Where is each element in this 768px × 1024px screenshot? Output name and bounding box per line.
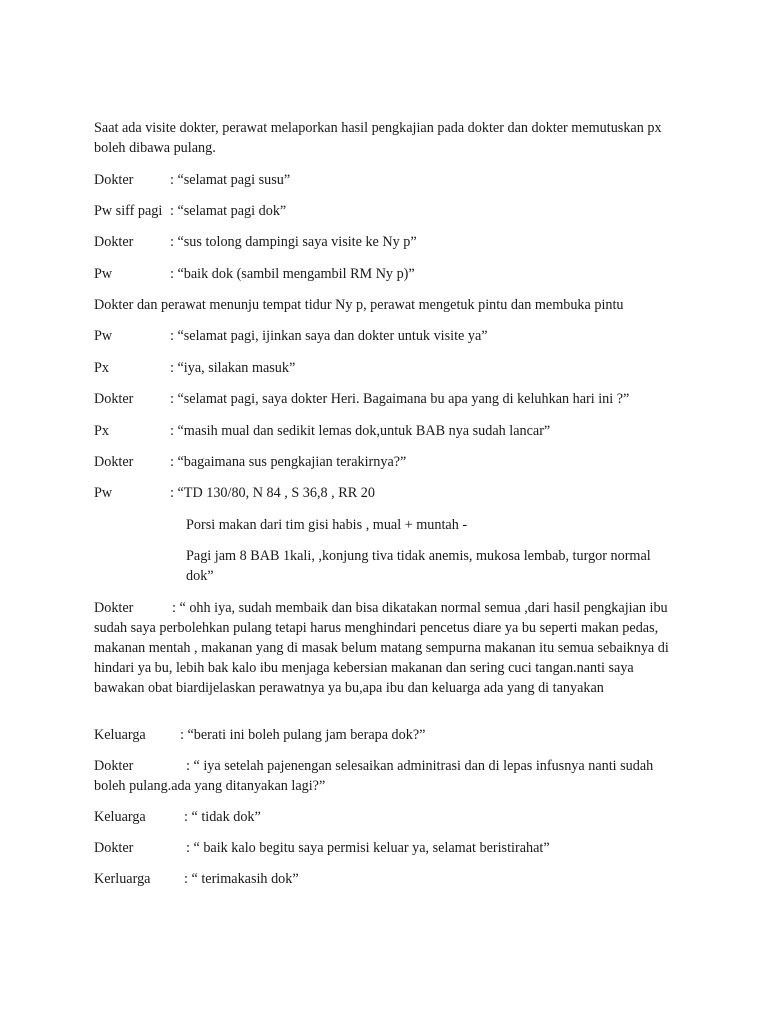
report-continuation: Porsi makan dari tim gisi habis , mual + muntah - bbox=[186, 517, 468, 533]
dialogue-text: : “TD 130/80, N 84 , S 36,8 , RR 20 bbox=[170, 485, 375, 501]
dialogue-text: : “ tidak dok” bbox=[184, 809, 261, 825]
dialogue-text: : “ baik kalo begitu saya permisi keluar ya, selamat beristirahat” bbox=[186, 840, 550, 856]
speaker-label: Px bbox=[94, 360, 109, 376]
speaker-label: Dokter bbox=[94, 172, 134, 188]
dialogue-text: : “baik dok (sambil mengambil RM Ny p)” bbox=[170, 266, 415, 282]
dialogue-text: : “ ohh iya, sudah membaik dan bisa dikatakan normal semua ,dari hasil pengkajian ibu sudah saya perbolehkan pulang tetapi harus menghindari pencetus diare ya bu seperti makan pedas, makanan mentah , makanan yang di masak belum matang sempurna makanan itu semua sebaiknya di hindari ya bu, lebih bak kalo ibu menjaga kebersian makanan dan sering cuci tangan.nanti saya bawakan obat biardijelaskan perawatnya ya bu,apa ibu dan keluarga ada yang di tanyakan bbox=[94, 600, 669, 696]
dialogue-text: : “bagaimana sus pengkajian terakirnya?” bbox=[170, 454, 407, 470]
dialogue-text: : “sus tolong dampingi saya visite ke Ny p” bbox=[170, 234, 417, 250]
dialogue-paragraph bbox=[94, 756, 674, 796]
intro-paragraph: Saat ada visite dokter, perawat melaporkan hasil pengkajian pada dokter dan dokter memutuskan px boleh dibawa pulang. bbox=[94, 120, 662, 156]
speaker-label: Dokter bbox=[94, 600, 134, 616]
dialogue-text: : “ iya setelah pajenengan selesaikan adminitrasi dan di lepas infusnya nanti sudah boleh pulang.ada yang ditanyakan lagi?” bbox=[94, 758, 654, 794]
report-continuation: Pagi jam 8 BAB 1kali, ,konjung tiva tidak anemis, mukosa lembab, turgor normal dok” bbox=[186, 548, 651, 584]
speaker-label: Dokter bbox=[94, 840, 134, 856]
dialogue-text: : “iya, silakan masuk” bbox=[170, 360, 296, 376]
speaker-label: Pw bbox=[94, 266, 113, 282]
speaker-label: Dokter bbox=[94, 391, 134, 407]
speaker-label: Pw bbox=[94, 485, 113, 501]
speaker-label: Pw bbox=[94, 328, 113, 344]
dialogue-paragraph bbox=[94, 598, 684, 698]
speaker-label: Kerluarga bbox=[94, 871, 151, 887]
dialogue-text: : “selamat pagi susu” bbox=[170, 172, 291, 188]
narration: Dokter dan perawat menunju tempat tidur Ny p, perawat mengetuk pintu dan membuka pintu bbox=[94, 297, 624, 313]
speaker-label: Keluarga bbox=[94, 727, 146, 743]
speaker-label: Px bbox=[94, 423, 109, 439]
speaker-label: Keluarga bbox=[94, 809, 146, 825]
speaker-label: Dokter bbox=[94, 234, 134, 250]
dialogue-text: : “selamat pagi, saya dokter Heri. Bagaimana bu apa yang di keluhkan hari ini ?” bbox=[170, 391, 630, 407]
dialogue-text: : “ terimakasih dok” bbox=[184, 871, 299, 887]
dialogue-text: : “masih mual dan sedikit lemas dok,untuk BAB nya sudah lancar” bbox=[170, 423, 551, 439]
dialogue-text: : “selamat pagi, ijinkan saya dan dokter untuk visite ya” bbox=[170, 328, 488, 344]
dialogue-text: : “selamat pagi dok” bbox=[170, 203, 287, 219]
dialogue-text: : “berati ini boleh pulang jam berapa dok?” bbox=[180, 727, 426, 743]
speaker-label: Dokter bbox=[94, 758, 134, 774]
speaker-label: Pw siff pagi bbox=[94, 203, 163, 219]
speaker-label: Dokter bbox=[94, 454, 134, 470]
